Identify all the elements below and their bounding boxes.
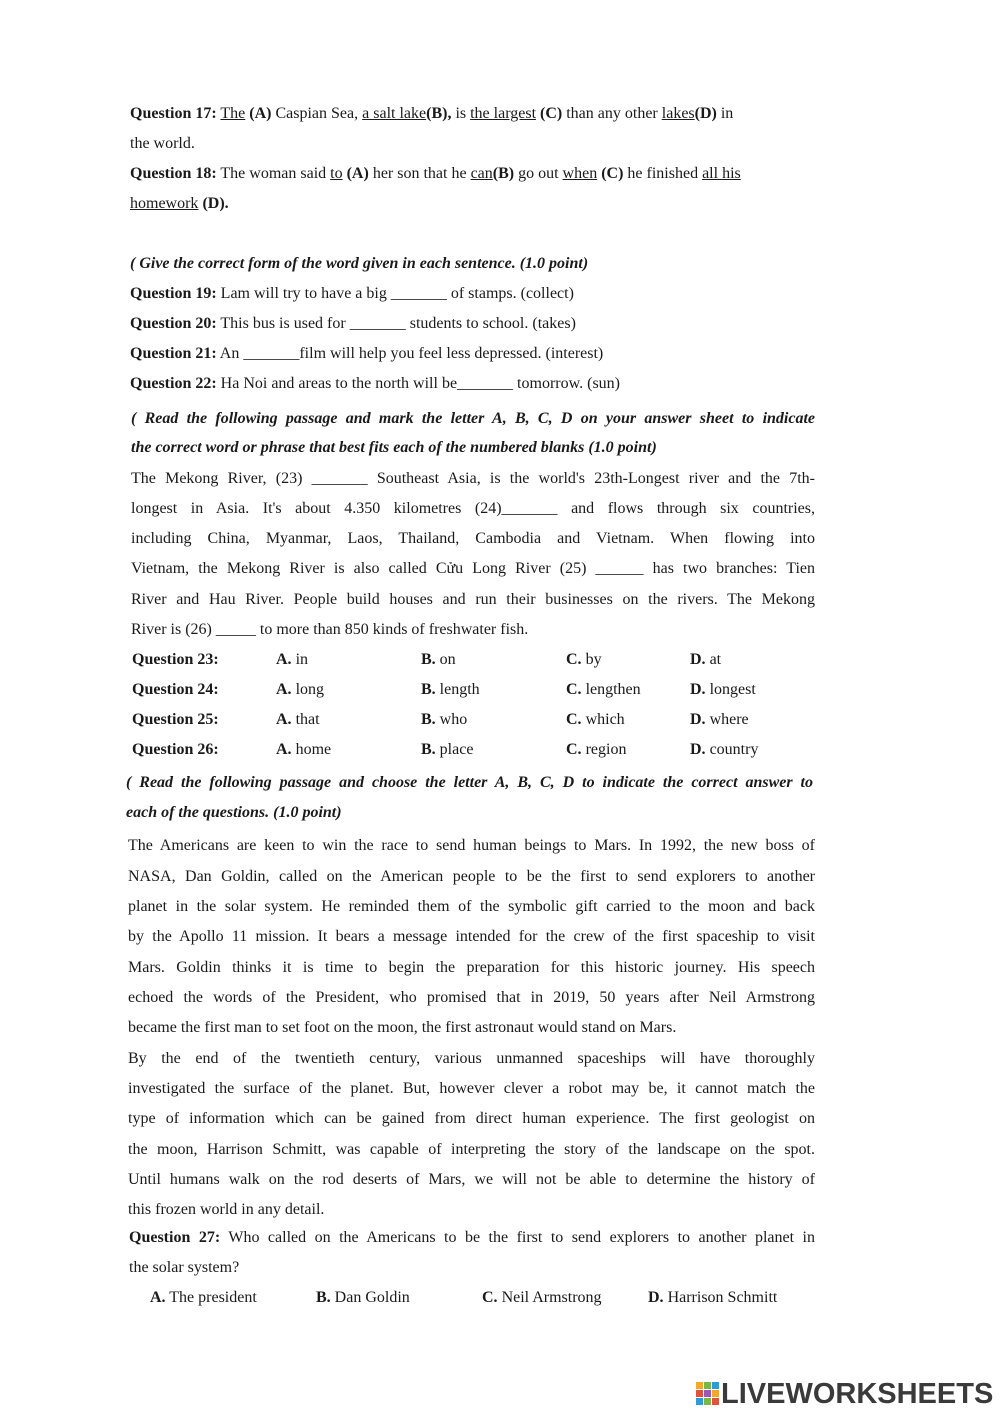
option-text: where	[705, 711, 749, 728]
marker-d: (D)	[694, 105, 717, 122]
logo-cell	[704, 1398, 711, 1405]
word-form-instruction: ( Give the correct form of the word given in each sentence. (1.0 point)	[130, 255, 589, 272]
option-c[interactable]	[566, 740, 626, 760]
logo-cell	[696, 1398, 703, 1405]
cloze-passage-line: including China, Myanmar, Laos, Thailand, Cambodia and Vietnam. When flowing into	[131, 530, 815, 547]
option-letter: A.	[276, 711, 292, 728]
question-17	[130, 104, 733, 124]
option-c[interactable]	[566, 650, 602, 670]
reading-passage-line: investigated the surface of the planet. But, however clever a robot may be, it cannot match the	[128, 1080, 815, 1097]
option-a[interactable]	[276, 740, 331, 760]
question-27-continued: the solar system?	[129, 1259, 240, 1276]
question-label: Question 21:	[130, 345, 217, 362]
text: than any other	[562, 105, 662, 122]
option-letter: D.	[690, 711, 706, 728]
question-label: Question 24:	[132, 681, 219, 698]
option-text: who	[435, 711, 468, 728]
logo-cell	[712, 1398, 719, 1405]
question-text: Who called on the Americans to be the first to send explorers to another planet in	[220, 1229, 816, 1246]
option-letter: C.	[566, 681, 582, 698]
option-letter: D.	[648, 1289, 664, 1306]
marker-b: (B),	[426, 105, 452, 122]
option-d[interactable]	[648, 1288, 777, 1308]
option-text: lengthen	[581, 681, 641, 698]
option-text: country	[705, 741, 759, 758]
reading-passage-line: became the first man to set foot on the moon, the first astronaut would stand on Mars.	[128, 1019, 677, 1036]
underlined-option-a: to	[330, 165, 343, 182]
reading-passage-line: By the end of the twentieth century, various unmanned spaceships will have thoroughly	[128, 1050, 815, 1067]
logo-cell	[696, 1382, 703, 1389]
option-letter: B.	[421, 681, 436, 698]
option-letter: C.	[566, 741, 582, 758]
reading-instruction-line2: each of the questions. (1.0 point)	[126, 804, 342, 821]
marker-a: (A)	[249, 105, 272, 122]
question-label: Question 27:	[129, 1229, 221, 1246]
option-b[interactable]	[421, 650, 456, 670]
option-c[interactable]	[482, 1288, 602, 1308]
option-text: which	[581, 711, 625, 728]
reading-passage-line: planet in the solar system. He reminded them of the symbolic gift carried to the moon and back	[128, 898, 815, 915]
option-a[interactable]	[276, 710, 320, 730]
underlined-option-c: the largest	[470, 105, 537, 122]
question-label: Question 17:	[130, 105, 217, 122]
option-letter: C.	[482, 1289, 498, 1306]
option-d[interactable]	[690, 650, 721, 670]
option-text: The president	[165, 1289, 257, 1306]
option-text: long	[291, 681, 325, 698]
question-18	[130, 164, 741, 184]
cloze-passage-line: River and Hau River. People build houses and run their businesses on the rivers. The Mekong	[131, 591, 815, 608]
question-text: Ha Noi and areas to the north will be_______ tomorrow. (sun)	[216, 375, 620, 392]
liveworksheets-logo	[696, 1377, 996, 1411]
option-a[interactable]	[276, 650, 308, 670]
question-label: Question 22:	[130, 375, 217, 392]
reading-passage-line: this frozen world in any detail.	[128, 1201, 325, 1218]
question-19	[130, 284, 574, 304]
reading-passage-line: Mars. Goldin thinks it is time to begin the preparation for this historic journey. His speech	[128, 959, 815, 976]
option-text: region	[581, 741, 627, 758]
option-c[interactable]	[566, 680, 641, 700]
option-text: longest	[705, 681, 756, 698]
underlined-option-d: lakes	[661, 105, 695, 122]
question-17-continued: the world.	[130, 135, 195, 152]
question-label: Question 18:	[130, 165, 217, 182]
cloze-passage-line: Vietnam, the Mekong River is also called Cửu Long River (25) ______ has two branches: Tien	[131, 560, 815, 577]
option-text: home	[291, 741, 332, 758]
option-text: length	[435, 681, 480, 698]
logo-text: LIVEWORKSHEETS	[721, 1377, 994, 1410]
question-27	[129, 1228, 815, 1248]
logo-cell	[696, 1390, 703, 1397]
marker-c: (C)	[601, 165, 624, 182]
option-letter: C.	[566, 651, 582, 668]
option-letter: A.	[150, 1289, 166, 1306]
text: go out	[514, 165, 563, 182]
option-text: in	[291, 651, 309, 668]
question-18-continued	[130, 194, 229, 214]
text: Caspian Sea,	[271, 105, 363, 122]
text: is	[451, 105, 471, 122]
question-label: Question 25:	[132, 711, 219, 728]
option-letter: C.	[566, 711, 582, 728]
reading-instruction-line1: ( Read the following passage and choose the letter A, B, C, D to indicate the correct answer to	[126, 774, 813, 791]
option-a[interactable]	[276, 680, 324, 700]
cloze-instruction-line1: ( Read the following passage and mark the letter A, B, C, D on your answer sheet to indicate	[131, 410, 815, 427]
question-label: Question 26:	[132, 741, 219, 758]
reading-passage-line: NASA, Dan Goldin, called on the American people to be the first to send explorers to another	[128, 868, 815, 885]
question-20	[130, 314, 576, 334]
option-text: Dan Goldin	[330, 1289, 410, 1306]
option-text: Harrison Schmitt	[663, 1289, 778, 1306]
option-d[interactable]	[690, 740, 758, 760]
reading-passage-line: echoed the words of the President, who promised that in 2019, 50 years after Neil Armstrong	[128, 989, 815, 1006]
logo-cell	[704, 1390, 711, 1397]
reading-passage-line: type of information which can be gained from direct human experience. The first geologist on	[128, 1110, 815, 1127]
option-letter: D.	[690, 681, 706, 698]
option-text: Neil Armstrong	[497, 1289, 602, 1306]
logo-grid-icon	[696, 1382, 718, 1406]
option-letter: A.	[276, 741, 292, 758]
question-text: This bus is used for _______ students to school. (takes)	[216, 315, 576, 332]
question-label: Question 19:	[130, 285, 217, 302]
option-b[interactable]	[421, 680, 480, 700]
option-text: at	[705, 651, 722, 668]
question-label: Question 23:	[132, 651, 219, 668]
option-b[interactable]	[421, 710, 467, 730]
underlined-option-d: all his	[702, 165, 741, 182]
text: he finished	[623, 165, 703, 182]
option-letter: A.	[276, 681, 292, 698]
option-letter: D.	[690, 651, 706, 668]
option-d[interactable]	[690, 710, 749, 730]
option-b[interactable]	[421, 740, 473, 760]
reading-passage-line: the moon, Harrison Schmitt, was capable of interpreting the story of the landscape on the spot.	[128, 1141, 815, 1158]
question-text: Lam will try to have a big _______ of stamps. (collect)	[216, 285, 574, 302]
underlined-option-b: can	[470, 165, 493, 182]
text: The woman said	[216, 165, 331, 182]
option-letter: A.	[276, 651, 292, 668]
option-text: on	[435, 651, 456, 668]
text: her son that he	[368, 165, 471, 182]
question-21	[130, 344, 603, 364]
option-text: that	[291, 711, 320, 728]
cloze-instruction-line2: the correct word or phrase that best fits each of the numbered blanks (1.0 point)	[131, 439, 657, 456]
marker-c: (C)	[540, 105, 563, 122]
option-text: place	[435, 741, 474, 758]
underlined-option-c: when	[562, 165, 598, 182]
option-text: by	[581, 651, 602, 668]
option-letter: B.	[421, 711, 436, 728]
marker-a: (A)	[346, 165, 369, 182]
underlined-option-a: The	[220, 105, 246, 122]
option-letter: B.	[421, 741, 436, 758]
reading-passage-line: The Americans are keen to win the race to send human beings to Mars. In 1992, the new boss of	[128, 837, 815, 854]
underlined-option-b: a salt lake	[362, 105, 427, 122]
option-letter: B.	[421, 651, 436, 668]
question-text: An _______film will help you feel less depressed. (interest)	[216, 345, 604, 362]
option-d[interactable]	[690, 680, 756, 700]
logo-cell	[712, 1382, 719, 1389]
logo-cell	[704, 1382, 711, 1389]
option-c[interactable]	[566, 710, 625, 730]
reading-passage-line: by the Apollo 11 mission. It bears a message intended for the crew of the first spaceship to visit	[128, 928, 815, 945]
option-letter: D.	[690, 741, 706, 758]
question-label: Question 20:	[130, 315, 217, 332]
option-b[interactable]	[316, 1288, 410, 1308]
marker-b: (B)	[492, 165, 515, 182]
cloze-passage-line: The Mekong River, (23) _______ Southeast Asia, is the world's 23th-Longest river and the 7th-	[131, 470, 815, 487]
cloze-passage-line: River is (26) _____ to more than 850 kinds of freshwater fish.	[131, 621, 529, 638]
text: in	[716, 105, 734, 122]
cloze-passage-line: longest in Asia. It's about 4.350 kilometres (24)_______ and flows through six countries,	[131, 500, 815, 517]
reading-passage-line: Until humans walk on the rod deserts of Mars, we will not be able to determine the history of	[128, 1171, 815, 1188]
logo-cell	[712, 1390, 719, 1397]
underlined-option-d-cont: homework	[130, 195, 199, 212]
option-a[interactable]	[150, 1288, 257, 1308]
marker-d: (D).	[202, 195, 229, 212]
option-letter: B.	[316, 1289, 331, 1306]
question-22	[130, 374, 620, 394]
